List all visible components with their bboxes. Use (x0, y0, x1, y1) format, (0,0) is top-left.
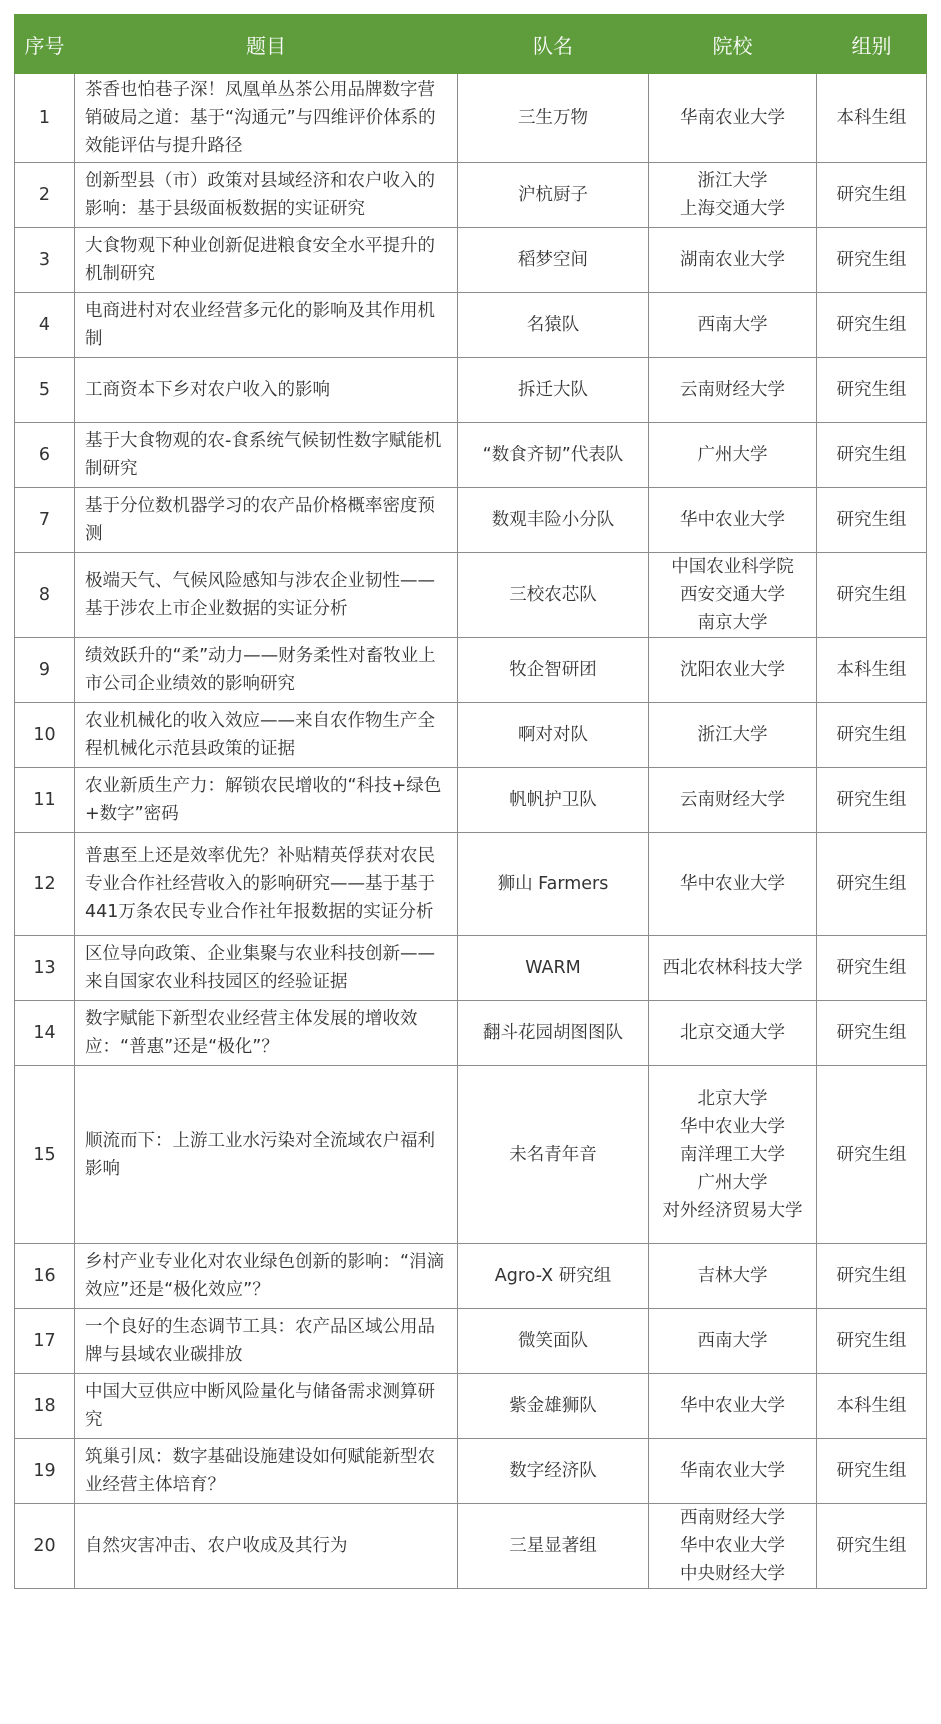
row-school: 吉林大学 (649, 1244, 817, 1309)
row-school: 沈阳农业大学 (649, 638, 817, 703)
row-no: 5 (15, 358, 75, 423)
header-team: 队名 (458, 15, 649, 74)
row-group: 研究生组 (817, 163, 927, 228)
table-row (15, 1066, 927, 1244)
row-team: 拆迁大队 (458, 358, 649, 423)
row-team: 沪杭厨子 (458, 163, 649, 228)
row-title: 绩效跃升的“柔”动力——财务柔性对畜牧业上市公司企业绩效的影响研究 (75, 638, 458, 703)
row-no: 15 (15, 1066, 75, 1244)
table-row (15, 228, 927, 293)
row-no: 12 (15, 833, 75, 936)
row-team: 稻梦空间 (458, 228, 649, 293)
row-title: 普惠至上还是效率优先？补贴精英俘获对农民专业合作社经营收入的影响研究——基于基于441万条农民专业合作社年报数据的实证分析 (75, 833, 458, 936)
row-title: 顺流而下：上游工业水污染对全流域农户福利影响 (75, 1066, 458, 1244)
row-no: 2 (15, 163, 75, 228)
table-row (15, 1309, 927, 1374)
row-school: 广州大学 (649, 423, 817, 488)
table-row (15, 163, 927, 228)
row-no: 20 (15, 1504, 75, 1589)
header-no: 序号 (15, 15, 75, 74)
row-team: 三星显著组 (458, 1504, 649, 1589)
row-school: 华南农业大学 (649, 74, 817, 163)
row-title: 中国大豆供应中断风险量化与储备需求测算研究 (75, 1374, 458, 1439)
row-title: 基于大食物观的农-食系统气候韧性数字赋能机制研究 (75, 423, 458, 488)
row-school: 华中农业大学 (649, 488, 817, 553)
row-group: 研究生组 (817, 833, 927, 936)
row-group: 研究生组 (817, 1001, 927, 1066)
header-school: 院校 (649, 15, 817, 74)
table-row (15, 768, 927, 833)
row-group: 研究生组 (817, 1504, 927, 1589)
row-school: 云南财经大学 (649, 768, 817, 833)
row-title: 极端天气、气候风险感知与涉农企业韧性——基于涉农上市企业数据的实证分析 (75, 553, 458, 638)
row-team: 翻斗花园胡图图队 (458, 1001, 649, 1066)
header-title: 题目 (75, 15, 458, 74)
row-school: 西南大学 (649, 293, 817, 358)
award-table (14, 14, 927, 1589)
header-row (15, 15, 927, 74)
row-team: 未名青年音 (458, 1066, 649, 1244)
table-row (15, 358, 927, 423)
row-school: 北京交通大学 (649, 1001, 817, 1066)
row-title: 区位导向政策、企业集聚与农业科技创新——来自国家农业科技园区的经验证据 (75, 936, 458, 1001)
row-group: 本科生组 (817, 638, 927, 703)
header-group: 组别 (817, 15, 927, 74)
row-group: 研究生组 (817, 1439, 927, 1504)
row-team: 名猿队 (458, 293, 649, 358)
row-group: 研究生组 (817, 293, 927, 358)
row-group: 研究生组 (817, 768, 927, 833)
row-team: 牧企智研团 (458, 638, 649, 703)
row-title: 大食物观下种业创新促进粮食安全水平提升的机制研究 (75, 228, 458, 293)
table-row (15, 833, 927, 936)
row-no: 1 (15, 74, 75, 163)
row-group: 研究生组 (817, 553, 927, 638)
row-team: 帆帆护卫队 (458, 768, 649, 833)
row-no: 7 (15, 488, 75, 553)
table-row (15, 638, 927, 703)
row-no: 8 (15, 553, 75, 638)
row-team: 啊对对队 (458, 703, 649, 768)
row-group: 本科生组 (817, 74, 927, 163)
row-team: 狮山 Farmers (458, 833, 649, 936)
row-school: 云南财经大学 (649, 358, 817, 423)
table-row (15, 293, 927, 358)
row-title: 电商进村对农业经营多元化的影响及其作用机制 (75, 293, 458, 358)
row-group: 本科生组 (817, 1374, 927, 1439)
row-team: 三校农芯队 (458, 553, 649, 638)
table-row (15, 1244, 927, 1309)
row-title: 工商资本下乡对农户收入的影响 (75, 358, 458, 423)
row-title: 乡村产业专业化对农业绿色创新的影响：“涓滴效应”还是“极化效应”？ (75, 1244, 458, 1309)
row-title: 一个良好的生态调节工具：农产品区域公用品牌与县域农业碳排放 (75, 1309, 458, 1374)
row-title: 数字赋能下新型农业经营主体发展的增收效应：“普惠”还是“极化”？ (75, 1001, 458, 1066)
row-school: 北京大学 华中农业大学 南洋理工大学 广州大学 对外经济贸易大学 (649, 1066, 817, 1244)
row-group: 研究生组 (817, 1066, 927, 1244)
row-no: 16 (15, 1244, 75, 1309)
row-school: 华中农业大学 (649, 833, 817, 936)
row-team: 数字经济队 (458, 1439, 649, 1504)
row-title: 茶香也怕巷子深！凤凰单丛茶公用品牌数字营销破局之道：基于“沟通元”与四维评价体系的效能评估与提升路径 (75, 74, 458, 163)
row-no: 11 (15, 768, 75, 833)
row-school: 浙江大学 (649, 703, 817, 768)
row-title: 自然灾害冲击、农户收成及其行为 (75, 1504, 458, 1589)
table-row (15, 74, 927, 163)
row-school: 湖南农业大学 (649, 228, 817, 293)
row-team: 三生万物 (458, 74, 649, 163)
row-school: 西北农林科技大学 (649, 936, 817, 1001)
row-team: 微笑面队 (458, 1309, 649, 1374)
row-school: 中国农业科学院 西安交通大学 南京大学 (649, 553, 817, 638)
row-no: 4 (15, 293, 75, 358)
row-school: 华中农业大学 (649, 1374, 817, 1439)
row-no: 14 (15, 1001, 75, 1066)
row-title: 基于分位数机器学习的农产品价格概率密度预测 (75, 488, 458, 553)
table-row (15, 1374, 927, 1439)
row-group: 研究生组 (817, 358, 927, 423)
row-group: 研究生组 (817, 936, 927, 1001)
row-no: 6 (15, 423, 75, 488)
table-row (15, 1001, 927, 1066)
table-row (15, 488, 927, 553)
row-title: 农业新质生产力：解锁农民增收的“科技+绿色+数字”密码 (75, 768, 458, 833)
table-row (15, 703, 927, 768)
row-group: 研究生组 (817, 488, 927, 553)
row-group: 研究生组 (817, 1309, 927, 1374)
row-title: 筑巢引凤：数字基础设施建设如何赋能新型农业经营主体培育？ (75, 1439, 458, 1504)
row-no: 9 (15, 638, 75, 703)
row-school: 浙江大学 上海交通大学 (649, 163, 817, 228)
row-no: 3 (15, 228, 75, 293)
row-no: 18 (15, 1374, 75, 1439)
row-school: 华南农业大学 (649, 1439, 817, 1504)
row-no: 19 (15, 1439, 75, 1504)
row-no: 17 (15, 1309, 75, 1374)
row-group: 研究生组 (817, 703, 927, 768)
table-row (15, 1504, 927, 1589)
table-row (15, 423, 927, 488)
row-title: 创新型县（市）政策对县域经济和农户收入的影响：基于县级面板数据的实证研究 (75, 163, 458, 228)
row-school: 西南财经大学 华中农业大学 中央财经大学 (649, 1504, 817, 1589)
row-group: 研究生组 (817, 1244, 927, 1309)
row-team: 紫金雄狮队 (458, 1374, 649, 1439)
row-group: 研究生组 (817, 423, 927, 488)
table-row (15, 553, 927, 638)
row-title: 农业机械化的收入效应——来自农作物生产全程机械化示范县政策的证据 (75, 703, 458, 768)
row-team: “数食齐韧”代表队 (458, 423, 649, 488)
row-team: 数观丰险小分队 (458, 488, 649, 553)
row-team: WARM (458, 936, 649, 1001)
table-row (15, 936, 927, 1001)
row-team: Agro-X 研究组 (458, 1244, 649, 1309)
row-group: 研究生组 (817, 228, 927, 293)
row-school: 西南大学 (649, 1309, 817, 1374)
table-row (15, 1439, 927, 1504)
row-no: 13 (15, 936, 75, 1001)
row-no: 10 (15, 703, 75, 768)
